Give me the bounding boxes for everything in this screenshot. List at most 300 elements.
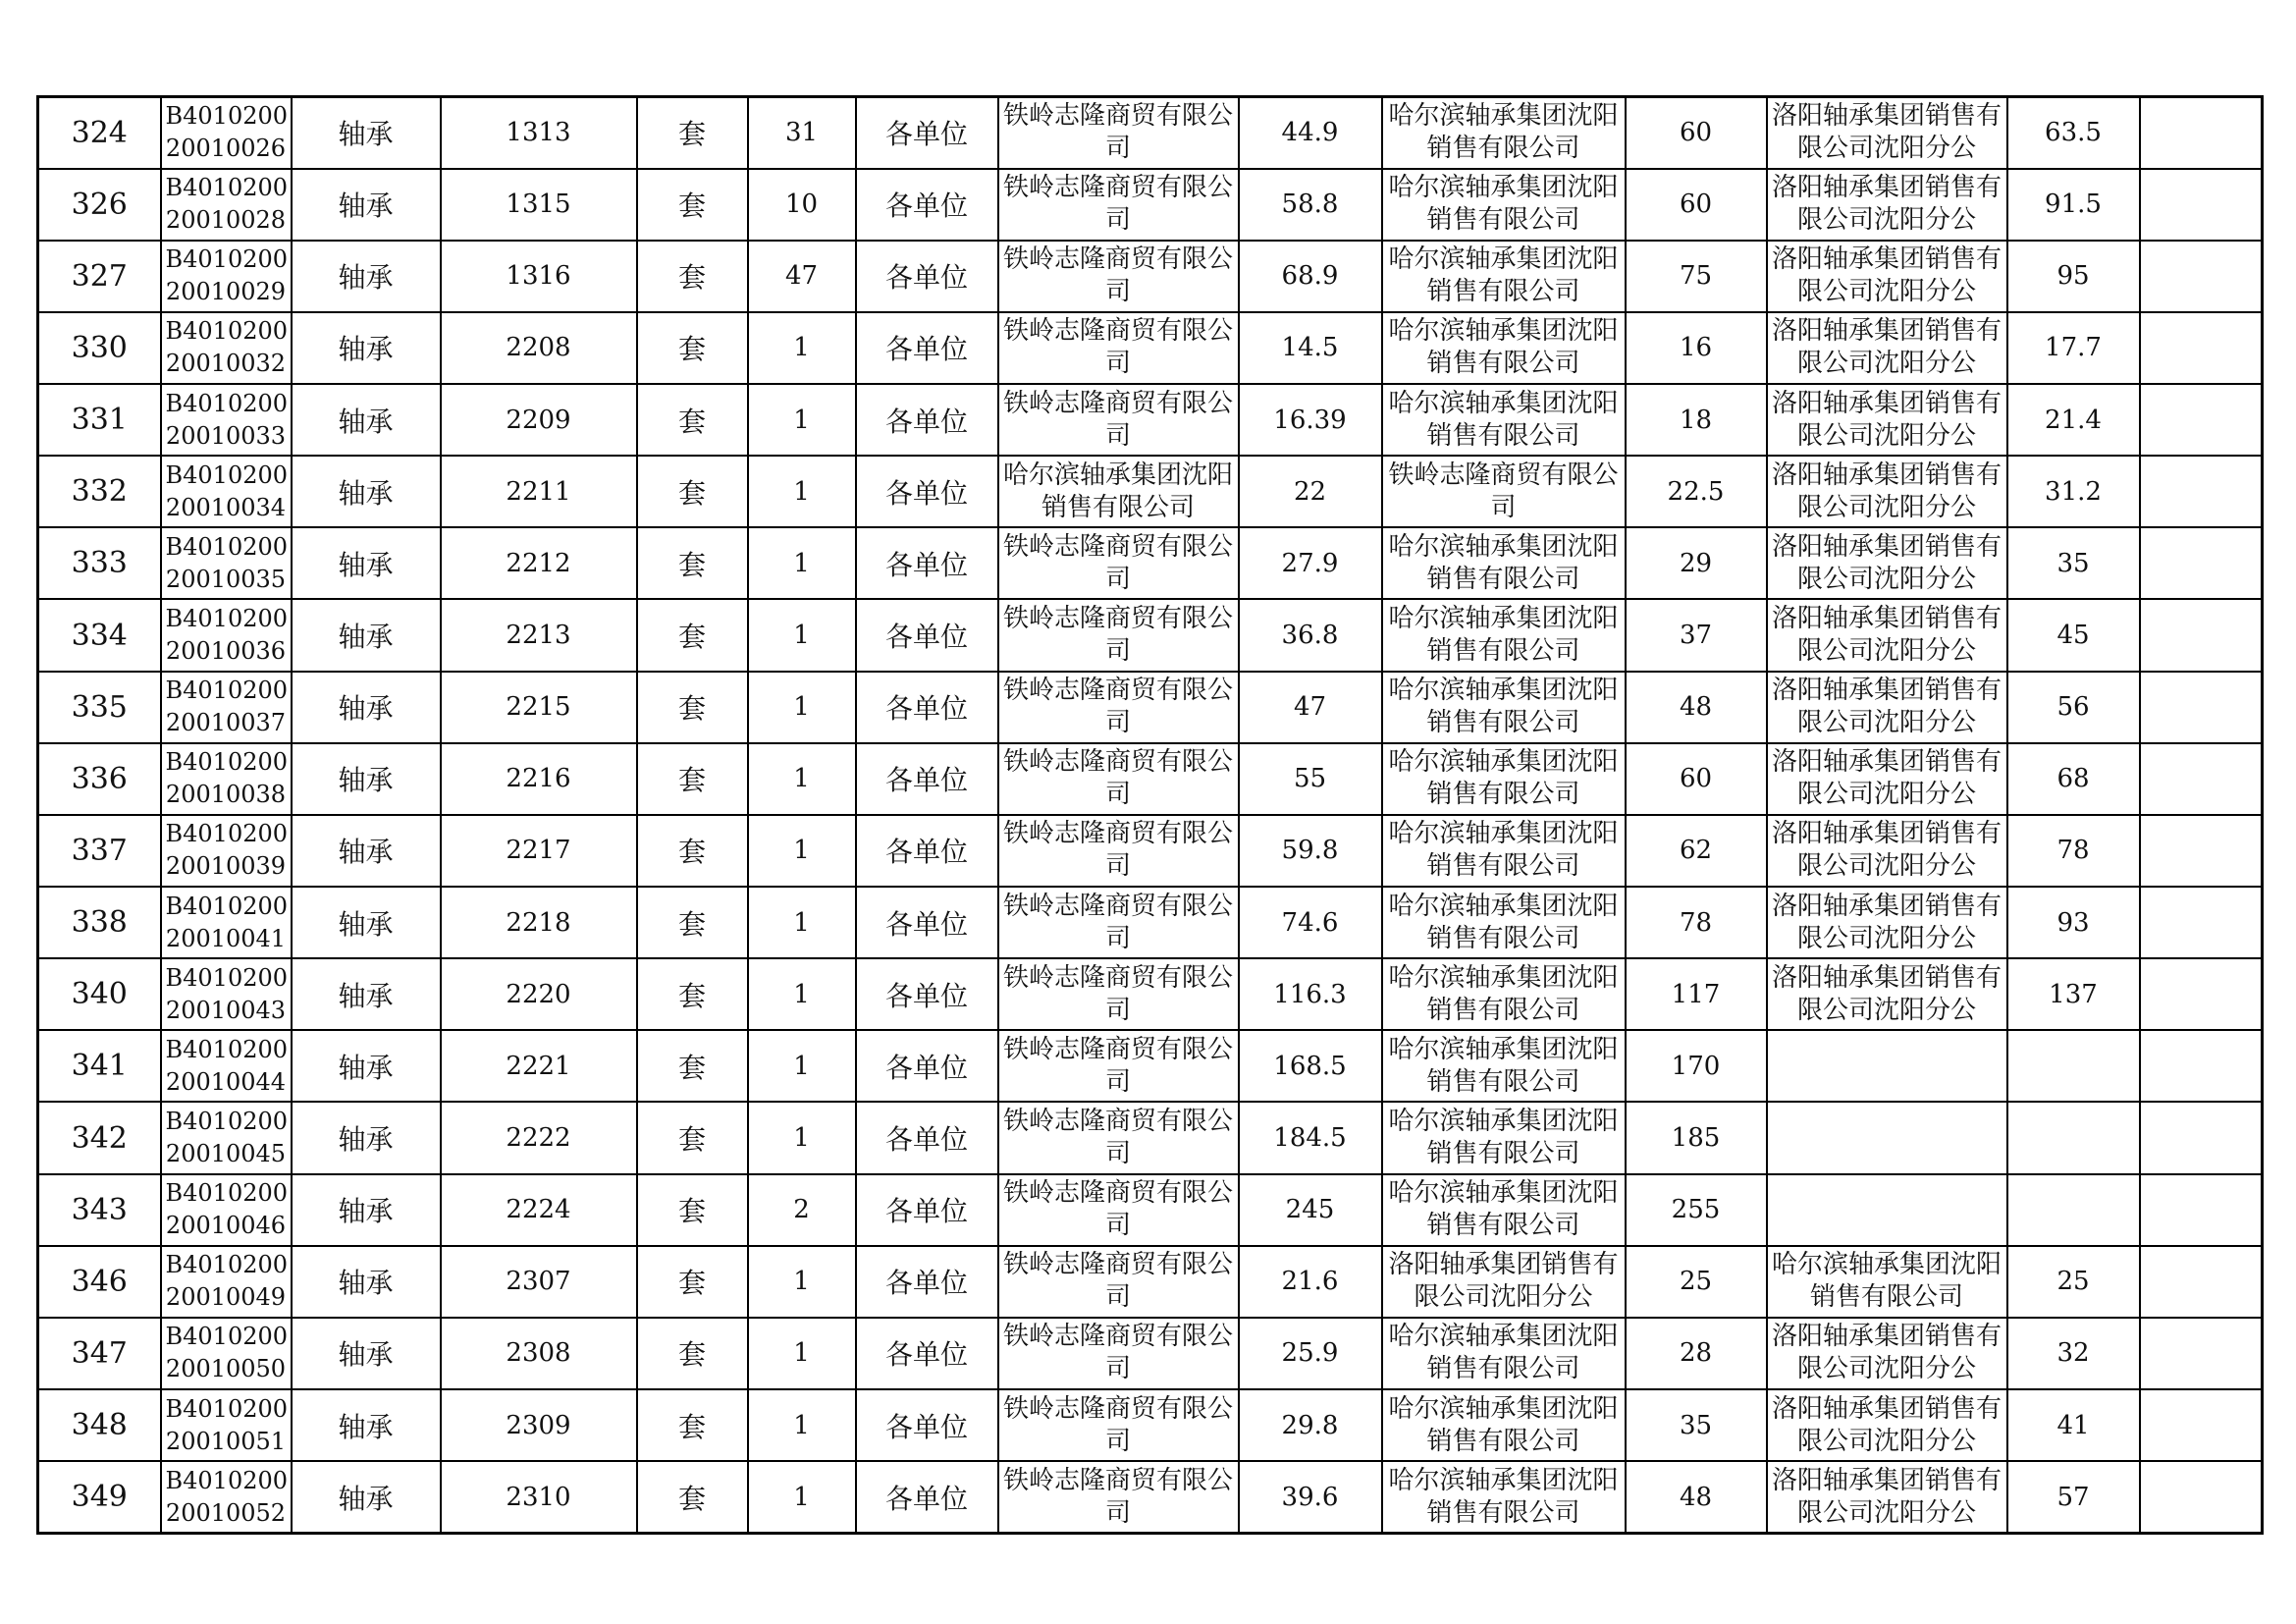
supplier-1-cell: 铁岭志隆商贸有限公司 [998,1030,1239,1102]
seq-cell: 331 [38,384,161,456]
price-2-cell: 255 [1626,1174,1767,1246]
price-2-cell: 78 [1626,887,1767,958]
code-cell [161,241,292,312]
code-line: 20010037 [165,709,287,737]
item-name-cell: 轴承 [292,241,441,312]
department-cell: 各单位 [856,312,998,384]
supplier-2-cell: 哈尔滨轴承集团沈阳销售有限公司 [1382,1389,1626,1461]
department-cell: 各单位 [856,1389,998,1461]
code-line: 20010032 [165,350,287,378]
item-name-cell: 轴承 [292,97,441,169]
department-cell: 各单位 [856,241,998,312]
price-1-cell: 58.8 [1239,169,1382,241]
price-2-cell: 16 [1626,312,1767,384]
supplier-1-cell: 铁岭志隆商贸有限公司 [998,599,1239,671]
supplier-3-cell: 洛阳轴承集团销售有限公司沈阳分公 [1767,169,2007,241]
supplier-2-cell: 哈尔滨轴承集团沈阳销售有限公司 [1382,887,1626,958]
quantity-cell: 1 [748,815,856,887]
code-line: 20010045 [165,1140,287,1168]
table-row [38,1174,2263,1246]
remark-cell [2140,1318,2263,1389]
seq-cell: 327 [38,241,161,312]
code-cell [161,527,292,599]
seq-cell: 346 [38,1246,161,1318]
price-3-cell: 35 [2007,527,2140,599]
spec-cell: 2307 [441,1246,637,1318]
price-1-cell: 36.8 [1239,599,1382,671]
item-name-cell: 轴承 [292,456,441,527]
table-row [38,1102,2263,1173]
supplier-3-cell: 洛阳轴承集团销售有限公司沈阳分公 [1767,241,2007,312]
unit-cell: 套 [637,1389,748,1461]
quantity-cell: 2 [748,1174,856,1246]
code-line: B4010200 [165,963,289,992]
unit-cell: 套 [637,599,748,671]
code-line: 20010035 [165,565,287,593]
supplier-3-cell: 洛阳轴承集团销售有限公司沈阳分公 [1767,958,2007,1030]
price-3-cell: 41 [2007,1389,2140,1461]
code-line: B4010200 [165,532,289,561]
quantity-cell: 31 [748,97,856,169]
unit-cell: 套 [637,1318,748,1389]
code-cell [161,599,292,671]
seq-cell: 341 [38,1030,161,1102]
price-3-cell: 25 [2007,1246,2140,1318]
price-2-cell: 48 [1626,672,1767,743]
table-row [38,1461,2263,1533]
item-name-cell: 轴承 [292,958,441,1030]
price-3-cell: 93 [2007,887,2140,958]
remark-cell [2140,384,2263,456]
supplier-2-cell: 哈尔滨轴承集团沈阳销售有限公司 [1382,312,1626,384]
unit-cell: 套 [637,241,748,312]
code-cell [161,1174,292,1246]
price-1-cell: 168.5 [1239,1030,1382,1102]
seq-cell: 326 [38,169,161,241]
code-line: 20010034 [165,493,287,521]
price-2-cell: 117 [1626,958,1767,1030]
item-name-cell: 轴承 [292,312,441,384]
department-cell: 各单位 [856,887,998,958]
unit-cell: 套 [637,887,748,958]
code-cell [161,887,292,958]
remark-cell [2140,887,2263,958]
remark-cell [2140,1030,2263,1102]
code-line: B4010200 [165,1251,289,1279]
quantity-cell: 1 [748,1389,856,1461]
code-cell [161,1389,292,1461]
code-cell [161,1246,292,1318]
remark-cell [2140,456,2263,527]
code-line: B4010200 [165,389,289,417]
supplier-3-cell [1767,1102,2007,1173]
unit-cell: 套 [637,169,748,241]
price-1-cell: 21.6 [1239,1246,1382,1318]
price-3-cell [2007,1174,2140,1246]
spec-cell: 2213 [441,599,637,671]
supplier-1-cell: 哈尔滨轴承集团沈阳销售有限公司 [998,456,1239,527]
supplier-2-cell: 洛阳轴承集团销售有限公司沈阳分公 [1382,1246,1626,1318]
table-row [38,887,2263,958]
supplier-1-cell: 铁岭志隆商贸有限公司 [998,169,1239,241]
item-name-cell: 轴承 [292,743,441,815]
quantity-cell: 1 [748,1246,856,1318]
department-cell: 各单位 [856,97,998,169]
unit-cell: 套 [637,312,748,384]
code-cell [161,1461,292,1533]
seq-cell: 349 [38,1461,161,1533]
code-cell [161,169,292,241]
price-2-cell: 28 [1626,1318,1767,1389]
supplier-2-cell: 哈尔滨轴承集团沈阳销售有限公司 [1382,169,1626,241]
price-2-cell: 170 [1626,1030,1767,1102]
price-1-cell: 47 [1239,672,1382,743]
code-line: B4010200 [165,1466,289,1494]
supplier-2-cell: 哈尔滨轴承集团沈阳销售有限公司 [1382,1461,1626,1533]
unit-cell: 套 [637,815,748,887]
item-name-cell: 轴承 [292,384,441,456]
department-cell: 各单位 [856,169,998,241]
spec-cell: 2208 [441,312,637,384]
code-cell [161,1102,292,1173]
spec-cell: 1313 [441,97,637,169]
remark-cell [2140,599,2263,671]
code-line: B4010200 [165,820,289,848]
supplier-3-cell: 洛阳轴承集团销售有限公司沈阳分公 [1767,527,2007,599]
supplier-1-cell: 铁岭志隆商贸有限公司 [998,97,1239,169]
item-name-cell: 轴承 [292,1389,441,1461]
price-1-cell: 22 [1239,456,1382,527]
price-2-cell: 22.5 [1626,456,1767,527]
supplier-1-cell: 铁岭志隆商贸有限公司 [998,1174,1239,1246]
price-1-cell: 39.6 [1239,1461,1382,1533]
code-line: 20010033 [165,421,287,450]
supplier-3-cell: 洛阳轴承集团销售有限公司沈阳分公 [1767,1461,2007,1533]
supplier-1-cell: 铁岭志隆商贸有限公司 [998,527,1239,599]
department-cell: 各单位 [856,1461,998,1533]
unit-cell: 套 [637,743,748,815]
seq-cell: 343 [38,1174,161,1246]
code-line: B4010200 [165,1323,289,1351]
price-2-cell: 62 [1626,815,1767,887]
quantity-cell: 1 [748,527,856,599]
seq-cell: 324 [38,97,161,169]
price-1-cell: 74.6 [1239,887,1382,958]
price-3-cell: 57 [2007,1461,2140,1533]
price-2-cell: 35 [1626,1389,1767,1461]
code-line: 20010039 [165,852,287,881]
code-line: 20010029 [165,278,287,306]
price-3-cell: 91.5 [2007,169,2140,241]
code-line: B4010200 [165,677,289,705]
price-1-cell: 59.8 [1239,815,1382,887]
remark-cell [2140,815,2263,887]
code-cell [161,1318,292,1389]
quantity-cell: 47 [748,241,856,312]
price-2-cell: 18 [1626,384,1767,456]
code-cell [161,384,292,456]
unit-cell: 套 [637,384,748,456]
code-cell [161,1030,292,1102]
unit-cell: 套 [637,527,748,599]
code-line: B4010200 [165,1394,289,1423]
price-2-cell: 60 [1626,743,1767,815]
code-line: B4010200 [165,245,289,274]
table-row [38,1389,2263,1461]
price-3-cell: 95 [2007,241,2140,312]
department-cell: 各单位 [856,456,998,527]
code-line: B4010200 [165,460,289,489]
item-name-cell: 轴承 [292,672,441,743]
seq-cell: 337 [38,815,161,887]
supplier-1-cell: 铁岭志隆商贸有限公司 [998,743,1239,815]
price-2-cell: 25 [1626,1246,1767,1318]
code-line: B4010200 [165,1179,289,1208]
code-line: B4010200 [165,1108,289,1136]
spec-cell: 2224 [441,1174,637,1246]
item-name-cell: 轴承 [292,169,441,241]
price-3-cell: 137 [2007,958,2140,1030]
code-cell [161,958,292,1030]
spec-cell: 2212 [441,527,637,599]
price-1-cell: 27.9 [1239,527,1382,599]
remark-cell [2140,1174,2263,1246]
price-3-cell: 78 [2007,815,2140,887]
quantity-cell: 1 [748,1030,856,1102]
price-3-cell: 56 [2007,672,2140,743]
quantity-cell: 1 [748,672,856,743]
department-cell: 各单位 [856,743,998,815]
supplier-3-cell: 洛阳轴承集团销售有限公司沈阳分公 [1767,815,2007,887]
price-3-cell: 45 [2007,599,2140,671]
remark-cell [2140,1461,2263,1533]
price-3-cell: 21.4 [2007,384,2140,456]
supplier-2-cell: 哈尔滨轴承集团沈阳销售有限公司 [1382,1318,1626,1389]
item-name-cell: 轴承 [292,887,441,958]
price-2-cell: 60 [1626,169,1767,241]
code-line: B4010200 [165,317,289,346]
supplier-2-cell: 哈尔滨轴承集团沈阳销售有限公司 [1382,815,1626,887]
department-cell: 各单位 [856,815,998,887]
quantity-cell: 1 [748,958,856,1030]
price-3-cell: 17.7 [2007,312,2140,384]
item-name-cell: 轴承 [292,1174,441,1246]
code-line: B4010200 [165,892,289,920]
quantity-cell: 10 [748,169,856,241]
code-line: 20010052 [165,1498,287,1527]
department-cell: 各单位 [856,958,998,1030]
quotation-table [36,95,2264,1535]
supplier-1-cell: 铁岭志隆商贸有限公司 [998,672,1239,743]
remark-cell [2140,1246,2263,1318]
unit-cell: 套 [637,97,748,169]
unit-cell: 套 [637,456,748,527]
item-name-cell: 轴承 [292,815,441,887]
department-cell: 各单位 [856,527,998,599]
price-1-cell: 184.5 [1239,1102,1382,1173]
item-name-cell: 轴承 [292,1318,441,1389]
price-1-cell: 16.39 [1239,384,1382,456]
table-row [38,312,2263,384]
code-line: 20010044 [165,1067,287,1096]
table-row [38,958,2263,1030]
quantity-cell: 1 [748,1318,856,1389]
item-name-cell: 轴承 [292,1461,441,1533]
spec-cell: 2215 [441,672,637,743]
quantity-cell: 1 [748,384,856,456]
supplier-1-cell: 铁岭志隆商贸有限公司 [998,887,1239,958]
supplier-3-cell: 哈尔滨轴承集团沈阳销售有限公司 [1767,1246,2007,1318]
supplier-2-cell: 哈尔滨轴承集团沈阳销售有限公司 [1382,1102,1626,1173]
table-row [38,169,2263,241]
price-3-cell [2007,1102,2140,1173]
spec-cell: 2310 [441,1461,637,1533]
supplier-2-cell: 哈尔滨轴承集团沈阳销售有限公司 [1382,1174,1626,1246]
supplier-2-cell: 哈尔滨轴承集团沈阳销售有限公司 [1382,1030,1626,1102]
code-line: 20010049 [165,1283,287,1312]
seq-cell: 330 [38,312,161,384]
price-1-cell: 25.9 [1239,1318,1382,1389]
seq-cell: 332 [38,456,161,527]
supplier-2-cell: 哈尔滨轴承集团沈阳销售有限公司 [1382,743,1626,815]
table-row [38,527,2263,599]
code-line: 20010051 [165,1427,287,1455]
spec-cell: 2308 [441,1318,637,1389]
supplier-3-cell: 洛阳轴承集团销售有限公司沈阳分公 [1767,599,2007,671]
code-line: 20010043 [165,996,287,1024]
remark-cell [2140,1102,2263,1173]
department-cell: 各单位 [856,599,998,671]
price-2-cell: 48 [1626,1461,1767,1533]
supplier-3-cell: 洛阳轴承集团销售有限公司沈阳分公 [1767,312,2007,384]
table-row [38,672,2263,743]
price-1-cell: 68.9 [1239,241,1382,312]
price-3-cell: 63.5 [2007,97,2140,169]
seq-cell: 333 [38,527,161,599]
supplier-1-cell: 铁岭志隆商贸有限公司 [998,1246,1239,1318]
table-row [38,1318,2263,1389]
price-1-cell: 29.8 [1239,1389,1382,1461]
supplier-1-cell: 铁岭志隆商贸有限公司 [998,1461,1239,1533]
table-row [38,1030,2263,1102]
code-line: 20010041 [165,924,287,952]
supplier-3-cell: 洛阳轴承集团销售有限公司沈阳分公 [1767,384,2007,456]
spec-cell: 1315 [441,169,637,241]
seq-cell: 342 [38,1102,161,1173]
item-name-cell: 轴承 [292,1246,441,1318]
item-name-cell: 轴承 [292,1030,441,1102]
remark-cell [2140,527,2263,599]
supplier-1-cell: 铁岭志隆商贸有限公司 [998,815,1239,887]
supplier-2-cell: 哈尔滨轴承集团沈阳销售有限公司 [1382,958,1626,1030]
supplier-1-cell: 铁岭志隆商贸有限公司 [998,312,1239,384]
price-2-cell: 75 [1626,241,1767,312]
table-row [38,384,2263,456]
spec-cell: 2211 [441,456,637,527]
price-1-cell: 116.3 [1239,958,1382,1030]
department-cell: 各单位 [856,1102,998,1173]
unit-cell: 套 [637,958,748,1030]
code-cell [161,743,292,815]
code-cell [161,312,292,384]
price-2-cell: 60 [1626,97,1767,169]
quantity-cell: 1 [748,312,856,384]
spec-cell: 2221 [441,1030,637,1102]
supplier-2-cell: 哈尔滨轴承集团沈阳销售有限公司 [1382,241,1626,312]
spec-cell: 2209 [441,384,637,456]
department-cell: 各单位 [856,1318,998,1389]
remark-cell [2140,97,2263,169]
code-line: 20010050 [165,1355,287,1383]
seq-cell: 338 [38,887,161,958]
quantity-cell: 1 [748,743,856,815]
price-1-cell: 245 [1239,1174,1382,1246]
code-line: B4010200 [165,748,289,777]
remark-cell [2140,169,2263,241]
supplier-2-cell: 哈尔滨轴承集团沈阳销售有限公司 [1382,672,1626,743]
supplier-3-cell: 洛阳轴承集团销售有限公司沈阳分公 [1767,456,2007,527]
code-line: B4010200 [165,174,289,202]
table-row [38,599,2263,671]
spec-cell: 2222 [441,1102,637,1173]
code-line: 20010046 [165,1212,287,1240]
department-cell: 各单位 [856,384,998,456]
remark-cell [2140,743,2263,815]
code-line: 20010036 [165,637,287,666]
table-row [38,241,2263,312]
spec-cell: 1316 [441,241,637,312]
supplier-3-cell: 洛阳轴承集团销售有限公司沈阳分公 [1767,1389,2007,1461]
price-1-cell: 55 [1239,743,1382,815]
seq-cell: 335 [38,672,161,743]
supplier-3-cell [1767,1174,2007,1246]
table-row [38,743,2263,815]
supplier-1-cell: 铁岭志隆商贸有限公司 [998,1318,1239,1389]
price-2-cell: 29 [1626,527,1767,599]
supplier-1-cell: 铁岭志隆商贸有限公司 [998,241,1239,312]
supplier-2-cell: 哈尔滨轴承集团沈阳销售有限公司 [1382,384,1626,456]
code-cell [161,672,292,743]
spec-cell: 2217 [441,815,637,887]
quantity-cell: 1 [748,456,856,527]
department-cell: 各单位 [856,672,998,743]
code-line: B4010200 [165,1035,289,1063]
table-row [38,815,2263,887]
code-line: 20010026 [165,135,287,163]
supplier-3-cell: 洛阳轴承集团销售有限公司沈阳分公 [1767,743,2007,815]
spec-cell: 2216 [441,743,637,815]
remark-cell [2140,672,2263,743]
seq-cell: 348 [38,1389,161,1461]
remark-cell [2140,312,2263,384]
price-3-cell: 32 [2007,1318,2140,1389]
unit-cell: 套 [637,1246,748,1318]
supplier-2-cell: 铁岭志隆商贸有限公司 [1382,456,1626,527]
item-name-cell: 轴承 [292,599,441,671]
spec-cell: 2220 [441,958,637,1030]
remark-cell [2140,241,2263,312]
supplier-2-cell: 哈尔滨轴承集团沈阳销售有限公司 [1382,97,1626,169]
supplier-2-cell: 哈尔滨轴承集团沈阳销售有限公司 [1382,599,1626,671]
table-row [38,456,2263,527]
price-3-cell [2007,1030,2140,1102]
code-line: B4010200 [165,605,289,633]
seq-cell: 336 [38,743,161,815]
table-row [38,1246,2263,1318]
code-cell [161,815,292,887]
code-line: B4010200 [165,102,289,131]
price-1-cell: 14.5 [1239,312,1382,384]
